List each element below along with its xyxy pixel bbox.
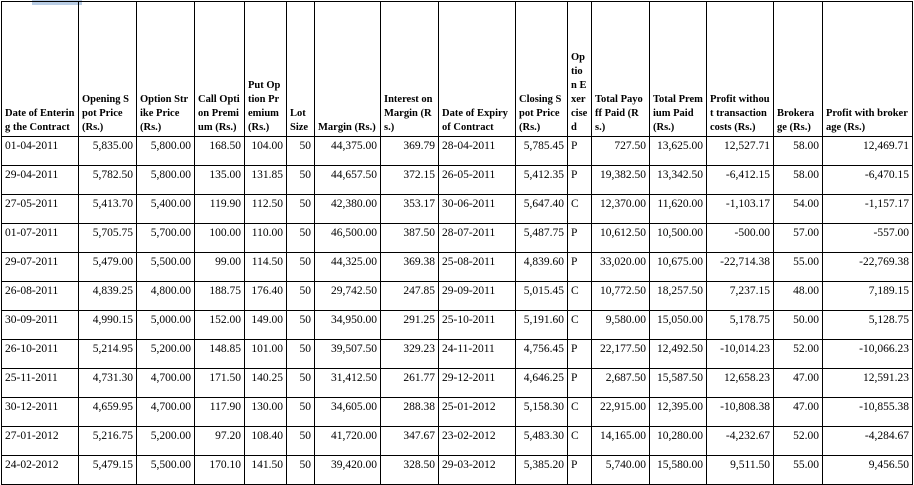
header-total-premium-paid: Total Premium Paid (Rs.) [650,2,707,137]
cell-total-payoff: 2,687.50 [592,369,650,398]
cell-total-payoff: 14,165.00 [592,427,650,456]
cell-opening-spot: 4,659.95 [79,398,137,427]
table-row [2,427,913,456]
cell-profit-without-costs: -22,714.38 [707,253,774,282]
cell-profit-without-costs: -10,014.23 [707,340,774,369]
cell-call-premium: 152.00 [195,311,245,340]
cell-strike-price: 4,700.00 [137,398,195,427]
header-interest-on-margin: Interest on Margin (Rs.) [381,2,439,137]
cell-opening-spot: 5,413.70 [79,195,137,224]
cell-expiry-date: 26-05-2011 [439,166,516,195]
cell-option-exercised: P [568,456,592,485]
cell-option-exercised: P [568,369,592,398]
cell-entry-date: 25-11-2011 [2,369,79,398]
cell-lot-size: 50 [287,340,315,369]
cell-put-premium: 130.00 [245,398,287,427]
cell-entry-date: 29-04-2011 [2,166,79,195]
cell-strike-price: 5,700.00 [137,224,195,253]
header-option-exercised: Option Exercised [568,2,592,137]
cell-strike-price: 5,500.00 [137,253,195,282]
cell-lot-size: 50 [287,456,315,485]
cell-strike-price: 5,200.00 [137,427,195,456]
cell-profit-without-costs: 7,237.15 [707,282,774,311]
cell-lot-size: 50 [287,137,315,166]
cell-margin: 39,420.00 [315,456,381,485]
cell-entry-date: 27-05-2011 [2,195,79,224]
cell-profit-without-costs: 9,511.50 [707,456,774,485]
cell-expiry-date: 29-12-2011 [439,369,516,398]
cell-expiry-date: 29-03-2012 [439,456,516,485]
cell-total-premium: 11,620.00 [650,195,707,224]
cell-call-premium: 168.50 [195,137,245,166]
header-put-option-premium: Put Option Premium (Rs.) [245,2,287,137]
cell-interest: 291.25 [381,311,439,340]
cell-brokerage: 58.00 [774,137,823,166]
cell-strike-price: 5,500.00 [137,456,195,485]
cell-profit-with-brokerage: 7,189.15 [823,282,913,311]
header-brokerage: Brokerage (Rs.) [774,2,823,137]
cell-expiry-date: 25-01-2012 [439,398,516,427]
cell-call-premium: 148.85 [195,340,245,369]
cell-strike-price: 4,800.00 [137,282,195,311]
cell-expiry-date: 24-11-2011 [439,340,516,369]
cell-put-premium: 114.50 [245,253,287,282]
cell-put-premium: 131.85 [245,166,287,195]
cell-margin: 31,412.50 [315,369,381,398]
header-opening-spot-price: Opening Spot Price (Rs.) [79,2,137,137]
cell-lot-size: 50 [287,253,315,282]
cell-total-payoff: 22,177.50 [592,340,650,369]
cell-call-premium: 100.00 [195,224,245,253]
cell-profit-without-costs: -6,412.15 [707,166,774,195]
table-row [2,166,913,195]
cell-call-premium: 99.00 [195,253,245,282]
header-total-payoff-paid: Total Payoff Paid (Rs.) [592,2,650,137]
cell-option-exercised: C [568,427,592,456]
cell-interest: 369.79 [381,137,439,166]
cell-total-payoff: 12,370.00 [592,195,650,224]
cell-put-premium: 112.50 [245,195,287,224]
cell-interest: 387.50 [381,224,439,253]
cell-total-payoff: 727.50 [592,137,650,166]
cell-option-exercised: P [568,137,592,166]
cell-profit-with-brokerage: -10,855.38 [823,398,913,427]
cell-margin: 44,325.00 [315,253,381,282]
cell-brokerage: 57.00 [774,224,823,253]
cell-total-premium: 15,580.00 [650,456,707,485]
cell-interest: 369.38 [381,253,439,282]
cell-brokerage: 55.00 [774,456,823,485]
cell-profit-with-brokerage: -557.00 [823,224,913,253]
table-row [2,340,913,369]
cell-interest: 372.15 [381,166,439,195]
cell-closing-spot: 5,385.20 [516,456,568,485]
cell-strike-price: 4,700.00 [137,369,195,398]
cell-option-exercised: C [568,311,592,340]
cell-closing-spot: 5,412.35 [516,166,568,195]
cell-opening-spot: 4,990.15 [79,311,137,340]
cell-put-premium: 101.00 [245,340,287,369]
cell-lot-size: 50 [287,282,315,311]
cell-closing-spot: 5,191.60 [516,311,568,340]
cell-lot-size: 50 [287,369,315,398]
cell-brokerage: 52.00 [774,427,823,456]
cell-closing-spot: 5,483.30 [516,427,568,456]
cell-profit-without-costs: -10,808.38 [707,398,774,427]
cell-total-premium: 12,492.50 [650,340,707,369]
cell-option-exercised: P [568,340,592,369]
header-margin: Margin (Rs.) [315,2,381,137]
cell-margin: 34,605.00 [315,398,381,427]
cell-profit-with-brokerage: -22,769.38 [823,253,913,282]
table-row [2,369,913,398]
cell-total-premium: 12,395.00 [650,398,707,427]
header-date-of-entering: Date of Entering the Contract [2,2,79,137]
cell-lot-size: 50 [287,427,315,456]
cell-brokerage: 47.00 [774,369,823,398]
cell-opening-spot: 5,479.15 [79,456,137,485]
cell-closing-spot: 4,839.60 [516,253,568,282]
cell-profit-with-brokerage: -4,284.67 [823,427,913,456]
table-row [2,195,913,224]
cell-margin: 44,657.50 [315,166,381,195]
cell-strike-price: 5,000.00 [137,311,195,340]
cell-opening-spot: 5,835.00 [79,137,137,166]
header-option-strike-price: Option Strike Price (Rs.) [137,2,195,137]
cell-profit-without-costs: 12,658.23 [707,369,774,398]
cell-expiry-date: 23-02-2012 [439,427,516,456]
cell-profit-with-brokerage: 12,591.23 [823,369,913,398]
cell-opening-spot: 5,214.95 [79,340,137,369]
cell-entry-date: 24-02-2012 [2,456,79,485]
header-profit-without-costs: Profit without transaction costs (Rs.) [707,2,774,137]
header-date-of-expiry: Date of Expiry of Contract [439,2,516,137]
cell-entry-date: 26-08-2011 [2,282,79,311]
cell-strike-price: 5,800.00 [137,166,195,195]
cell-profit-with-brokerage: -6,470.15 [823,166,913,195]
cell-expiry-date: 25-10-2011 [439,311,516,340]
cell-closing-spot: 4,756.45 [516,340,568,369]
table-row [2,282,913,311]
cell-entry-date: 30-12-2011 [2,398,79,427]
cell-interest: 353.17 [381,195,439,224]
cell-total-payoff: 10,772.50 [592,282,650,311]
cell-strike-price: 5,400.00 [137,195,195,224]
cell-lot-size: 50 [287,311,315,340]
cell-total-payoff: 9,580.00 [592,311,650,340]
cell-interest: 247.85 [381,282,439,311]
header-row [2,2,913,137]
cell-total-premium: 15,587.50 [650,369,707,398]
cell-brokerage: 52.00 [774,340,823,369]
cell-put-premium: 110.00 [245,224,287,253]
cell-opening-spot: 4,731.30 [79,369,137,398]
cell-option-exercised: C [568,195,592,224]
cell-total-payoff: 10,612.50 [592,224,650,253]
cell-call-premium: 170.10 [195,456,245,485]
cell-put-premium: 176.40 [245,282,287,311]
cell-call-premium: 188.75 [195,282,245,311]
cell-brokerage: 48.00 [774,282,823,311]
cell-brokerage: 58.00 [774,166,823,195]
cell-call-premium: 119.90 [195,195,245,224]
cell-opening-spot: 5,705.75 [79,224,137,253]
table-row [2,253,913,282]
cell-lot-size: 50 [287,166,315,195]
header-lot-size: Lot Size [287,2,315,137]
header-profit-with-brokerage: Profit with brokerage (Rs.) [823,2,913,137]
cell-brokerage: 55.00 [774,253,823,282]
cell-put-premium: 140.25 [245,369,287,398]
cell-closing-spot: 5,487.75 [516,224,568,253]
cell-option-exercised: C [568,282,592,311]
cell-closing-spot: 4,646.25 [516,369,568,398]
cell-interest: 329.23 [381,340,439,369]
cell-closing-spot: 5,158.30 [516,398,568,427]
cell-margin: 46,500.00 [315,224,381,253]
cell-option-exercised: P [568,224,592,253]
cell-expiry-date: 28-07-2011 [439,224,516,253]
cell-put-premium: 149.00 [245,311,287,340]
header-call-option-premium: Call Option Premium (Rs.) [195,2,245,137]
cell-interest: 288.38 [381,398,439,427]
cell-entry-date: 27-01-2012 [2,427,79,456]
cell-profit-with-brokerage: 12,469.71 [823,137,913,166]
options-trading-table [1,1,913,485]
cell-margin: 42,380.00 [315,195,381,224]
header-closing-spot-price: Closing Spot Price (Rs.) [516,2,568,137]
cell-call-premium: 117.90 [195,398,245,427]
cell-margin: 29,742.50 [315,282,381,311]
cell-interest: 261.77 [381,369,439,398]
cell-total-premium: 15,050.00 [650,311,707,340]
cell-brokerage: 50.00 [774,311,823,340]
cell-call-premium: 135.00 [195,166,245,195]
cell-lot-size: 50 [287,195,315,224]
cell-total-premium: 10,280.00 [650,427,707,456]
cell-option-exercised: P [568,253,592,282]
cell-total-payoff: 22,915.00 [592,398,650,427]
cell-profit-without-costs: 5,178.75 [707,311,774,340]
cell-option-exercised: C [568,398,592,427]
cell-opening-spot: 5,216.75 [79,427,137,456]
cell-lot-size: 50 [287,224,315,253]
cell-expiry-date: 28-04-2011 [439,137,516,166]
cell-margin: 39,507.50 [315,340,381,369]
cell-brokerage: 54.00 [774,195,823,224]
cell-call-premium: 171.50 [195,369,245,398]
cell-strike-price: 5,800.00 [137,137,195,166]
cell-total-premium: 13,625.00 [650,137,707,166]
cell-strike-price: 5,200.00 [137,340,195,369]
cell-expiry-date: 25-08-2011 [439,253,516,282]
cell-total-payoff: 19,382.50 [592,166,650,195]
cell-profit-with-brokerage: 5,128.75 [823,311,913,340]
cell-put-premium: 141.50 [245,456,287,485]
cell-entry-date: 01-07-2011 [2,224,79,253]
cell-margin: 34,950.00 [315,311,381,340]
cell-total-premium: 10,675.00 [650,253,707,282]
cell-put-premium: 108.40 [245,427,287,456]
cell-option-exercised: P [568,166,592,195]
cell-margin: 41,720.00 [315,427,381,456]
table-row [2,456,913,485]
cell-total-payoff: 33,020.00 [592,253,650,282]
cell-entry-date: 26-10-2011 [2,340,79,369]
cell-expiry-date: 30-06-2011 [439,195,516,224]
cell-brokerage: 47.00 [774,398,823,427]
cell-interest: 347.67 [381,427,439,456]
cell-entry-date: 29-07-2011 [2,253,79,282]
cell-opening-spot: 5,782.50 [79,166,137,195]
cell-total-premium: 18,257.50 [650,282,707,311]
cell-total-payoff: 5,740.00 [592,456,650,485]
cell-entry-date: 30-09-2011 [2,311,79,340]
cell-opening-spot: 5,479.00 [79,253,137,282]
cell-profit-without-costs: -1,103.17 [707,195,774,224]
cell-call-premium: 97.20 [195,427,245,456]
cell-profit-with-brokerage: 9,456.50 [823,456,913,485]
cell-expiry-date: 29-09-2011 [439,282,516,311]
cell-margin: 44,375.00 [315,137,381,166]
cell-profit-with-brokerage: -10,066.23 [823,340,913,369]
cell-closing-spot: 5,015.45 [516,282,568,311]
cell-opening-spot: 4,839.25 [79,282,137,311]
cell-profit-without-costs: -500.00 [707,224,774,253]
cell-profit-with-brokerage: -1,157.17 [823,195,913,224]
cell-profit-without-costs: 12,527.71 [707,137,774,166]
cell-closing-spot: 5,785.45 [516,137,568,166]
cell-lot-size: 50 [287,398,315,427]
cell-profit-without-costs: -4,232.67 [707,427,774,456]
cell-interest: 328.50 [381,456,439,485]
table-row [2,224,913,253]
table-row [2,137,913,166]
cell-closing-spot: 5,647.40 [516,195,568,224]
table-row [2,398,913,427]
cell-total-premium: 10,500.00 [650,224,707,253]
cell-total-premium: 13,342.50 [650,166,707,195]
cell-entry-date: 01-04-2011 [2,137,79,166]
table-row [2,311,913,340]
cell-put-premium: 104.00 [245,137,287,166]
